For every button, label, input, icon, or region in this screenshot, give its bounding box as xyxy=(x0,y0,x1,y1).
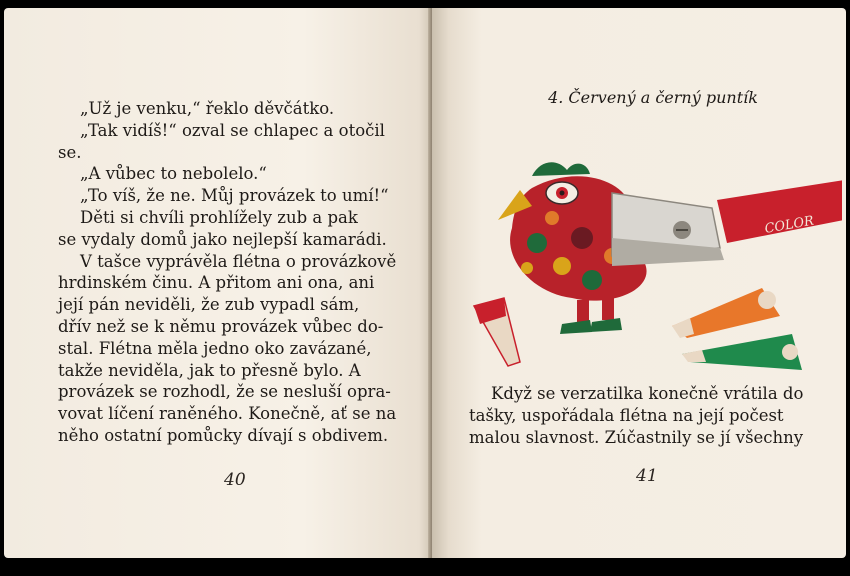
text-line: něho ostatní pomůcky dívají s obdivem. xyxy=(58,425,389,445)
text-line: se. xyxy=(58,142,82,162)
text-line: hrdinském činu. A přitom ani ona, ani xyxy=(58,273,375,293)
pencil-label: COLOR xyxy=(763,213,816,237)
text-line: „Tak vidíš!“ ozval se chlapec a otočil xyxy=(80,120,385,140)
text-line: se vydaly domů jako nejlepší kamarádi. xyxy=(58,229,387,249)
background-edge xyxy=(0,558,850,576)
text-line: stal. Flétna měla jedno oko zavázané, xyxy=(58,338,372,358)
green-pencil xyxy=(682,334,802,370)
left-page-text xyxy=(58,98,414,447)
orange-pencil xyxy=(672,288,780,338)
chapter-title: 4. Červený a černý puntík xyxy=(548,88,758,107)
text-line: V tašce vyprávěla flétna o provázkově xyxy=(80,251,397,271)
page-number-left: 40 xyxy=(224,470,246,490)
right-page-text xyxy=(469,383,825,448)
text-line: „A vůbec to nebolelo.“ xyxy=(80,164,267,184)
pencil-shaving-red xyxy=(474,298,520,366)
right-page xyxy=(432,8,846,558)
page-number-right: 41 xyxy=(636,466,658,486)
text-line: Když se verzatilka konečně vrátila do xyxy=(491,384,804,403)
sharpener xyxy=(612,193,724,266)
text-line: její pán neviděli, že zub vypadl sám, xyxy=(58,295,360,315)
text-line: Děti si chvíli prohlížely zub a pak xyxy=(80,207,358,227)
text-line: takže neviděla, jak to přesně bylo. A xyxy=(58,360,361,380)
text-line: „To víš, že ne. Můj provázek to umí!“ xyxy=(80,186,389,206)
text-line: „Už je venku,“ řeklo děvčátko. xyxy=(80,99,335,118)
text-line: malou slavnost. Zúčastnily se jí všechny xyxy=(469,427,804,447)
red-pencil-tail xyxy=(717,178,842,243)
text-line: vovat líčení raněného. Konečně, ať se na xyxy=(58,404,397,424)
left-page xyxy=(4,8,432,558)
text-line: dřív než se k němu provázek vůbec do- xyxy=(58,316,384,336)
bird-pencil-illustration xyxy=(462,148,842,370)
text-line: provázek se rozhodl, že se nesluší opra- xyxy=(58,382,391,402)
text-line: tašky, uspořádala flétna na její počest xyxy=(469,405,784,425)
